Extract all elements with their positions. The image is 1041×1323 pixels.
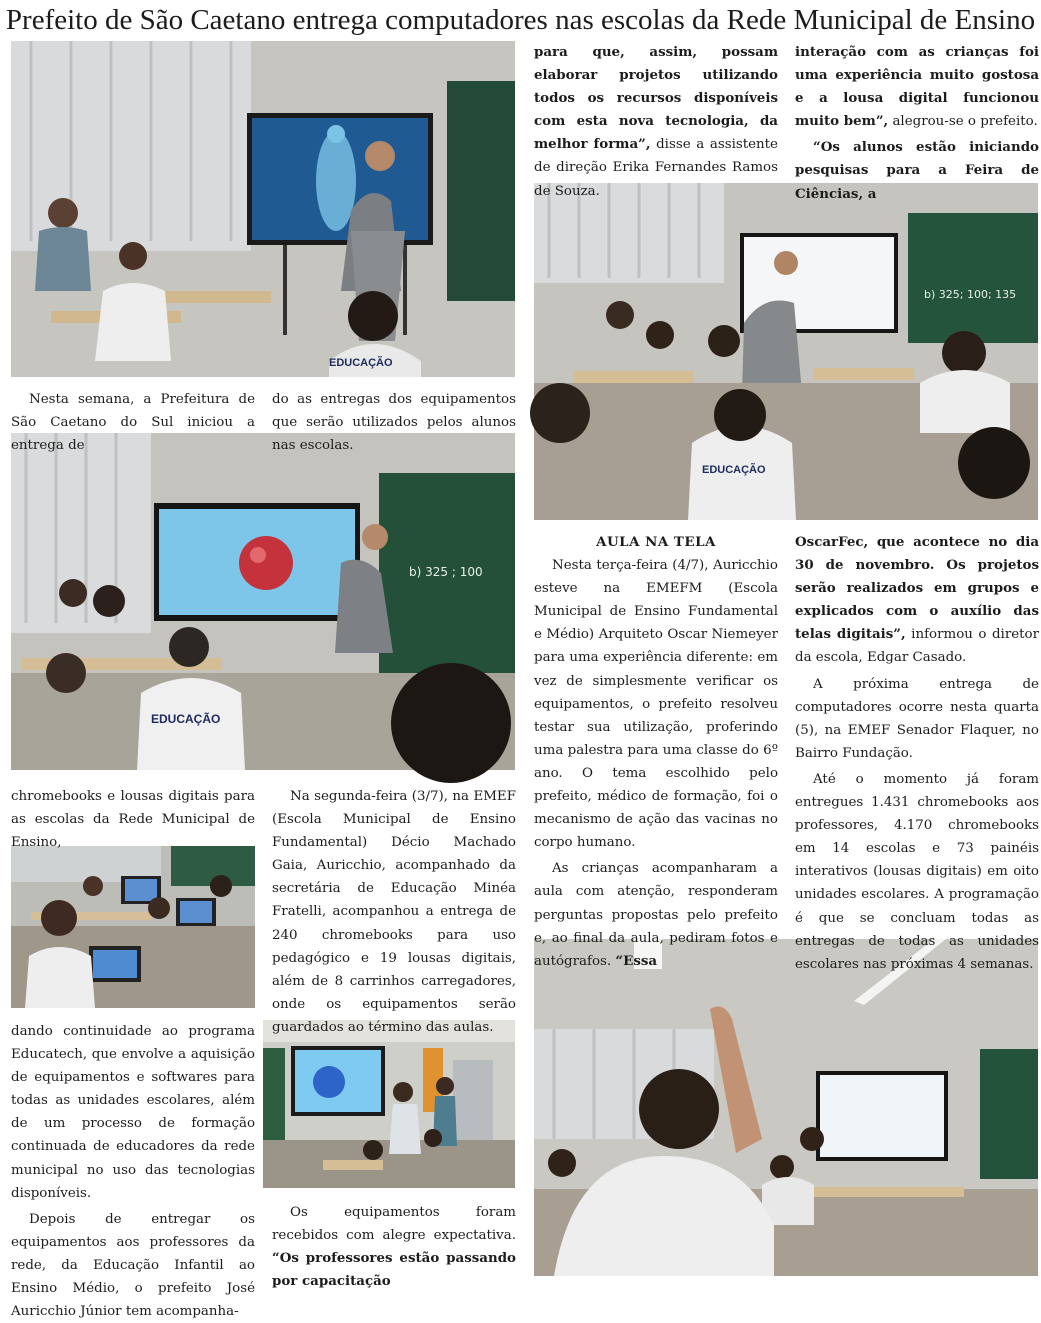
photo-student-raising-hand [534,939,1038,1276]
paragraph: chromebooks e lousas digitais para as escolas da Rede Municipal de Ensino, [11,789,255,851]
photo-whiteboard-lesson [534,183,1038,520]
quote-bold: “Essa [615,952,658,969]
shirt-label-2: EDUCAÇÃO [151,712,221,726]
section-subhead: AULA NA TELA [596,534,716,550]
col1-text-block-1 [11,388,255,454]
col1-text-block-2 [11,785,255,851]
paragraph: Na segunda-feira (3/7), na EMEF (Escola Municipal de Ensino Fundamental) Décio Machado Gaia, Auricchio, acompanhado da secretária de Educação Minéa Fratelli, acompanhou a entrega de 240 chromebooks para uso pedagógico e 19 lousas digitais, além de 8 carrinhos carregadores, onde os equipamentos serão guardados ao término das aulas. [272,789,516,1035]
text-run: Os equipamentos foram recebidos com alegre expectativa. [272,1205,516,1244]
col4-text-block-2 [795,531,1039,972]
photo-kids-with-laptops [11,846,255,1008]
col4-text-block-1 [795,41,1039,202]
paragraph: Nesta terça-feira (4/7), Auricchio esteve na EMEFM (Escola Municipal de Ensino Fundamental e Médio) Arquiteto Oscar Niemeyer para uma experiência diferente: em vez de simplesmente verificar os equipamentos, o prefeito resolveu testar sua utilização, proferindo uma palestra para uma classe do 6º ano. O tema escolhido pelo prefeito, médico de formação, foi o mecanismo de ação das vacinas no corpo humano. [534,558,778,851]
page-headline: Prefeito de São Caetano entrega computadores nas escolas da Rede Municipal de Ensino [5,4,1036,36]
paragraph: Nesta semana, a Prefeitura de São Caetano do Sul iniciou a entrega de [11,392,255,454]
quote-bold: “Os professores estão passando por capacitação [272,1250,516,1290]
text-run: informou o diretor da escola, Edgar Casado. [795,627,1039,666]
col2-text-block-2 [272,785,516,1035]
text-run: As crianças acompanharam a aula com atenção, responderam perguntas propostas pelo prefeito e, ao final da aula, pediram fotos e autógrafos. [534,861,778,969]
photo-classroom-virus-screen [11,433,515,770]
quote-bold: para que, assim, possam elaborar projetos utilizando todos os recursos disponíveis com esta nova tecnologia, da melhor forma”, [534,44,778,153]
photo-classroom-anatomy-screen [11,41,515,377]
col3-text-block-2 [534,531,778,969]
paragraph: do as entregas dos equipamentos que serão utilizados pelos alunos nas escolas. [272,392,516,454]
col3-text-block-1 [534,41,778,199]
text-run: disse a assistente de direção Erika Fernandes Ramos de Souza. [534,137,778,199]
quote-bold: “Os alunos estão iniciando pesquisas para a Feira de Ciências, a [795,139,1039,202]
col2-text-block-3 [272,1201,516,1290]
board-formula: b) 325 ; 100 [409,565,483,579]
shirt-label-3: EDUCAÇÃO [702,464,766,476]
photo-class-interactive-board [263,1020,515,1188]
paragraph: dando continuidade ao programa Educatech, que envolve a aquisição de equipamentos e softwares para todas as unidades escolares, além de um processo de formação continuada de educadores da rede municipal no uso das tecnologias disponíveis. [11,1024,255,1201]
shirt-label-1: EDUCAÇÃO [329,357,393,369]
quote-bold: OscarFec, que acontece no dia 30 de novembro. Os projetos serão realizados em grupos e explicados com o auxílio das telas digitais”, [795,534,1039,643]
col1-text-block-3 [11,1020,255,1320]
paragraph: Depois de entregar os equipamentos aos professores da rede, da Educação Infantil ao Ensino Médio, o prefeito José Auricchio Júnior tem acompanha- [11,1211,255,1320]
paragraph: A próxima entrega de computadores ocorre nesta quarta (5), na EMEF Senador Flaquer, no Bairro Fundação. [795,676,1039,761]
text-run: alegrou-se o prefeito. [888,114,1038,130]
paragraph: Até o momento já foram entregues 1.431 chromebooks aos professores, 4.170 chromebooks em 14 escolas e 73 painéis interativos (lousas digitais) em oito unidades escolares. A programação é que se concluam todas as entregas de todas as unidades escolares nas próximas 4 semanas. [795,771,1039,972]
quote-bold: interação com as crianças foi uma experiência muito gostosa e a lousa digital funcionou muito bem”, [795,44,1039,130]
board-formula-2: b) 325; 100; 135 [924,288,1017,301]
col2-text-block-1 [272,388,516,454]
